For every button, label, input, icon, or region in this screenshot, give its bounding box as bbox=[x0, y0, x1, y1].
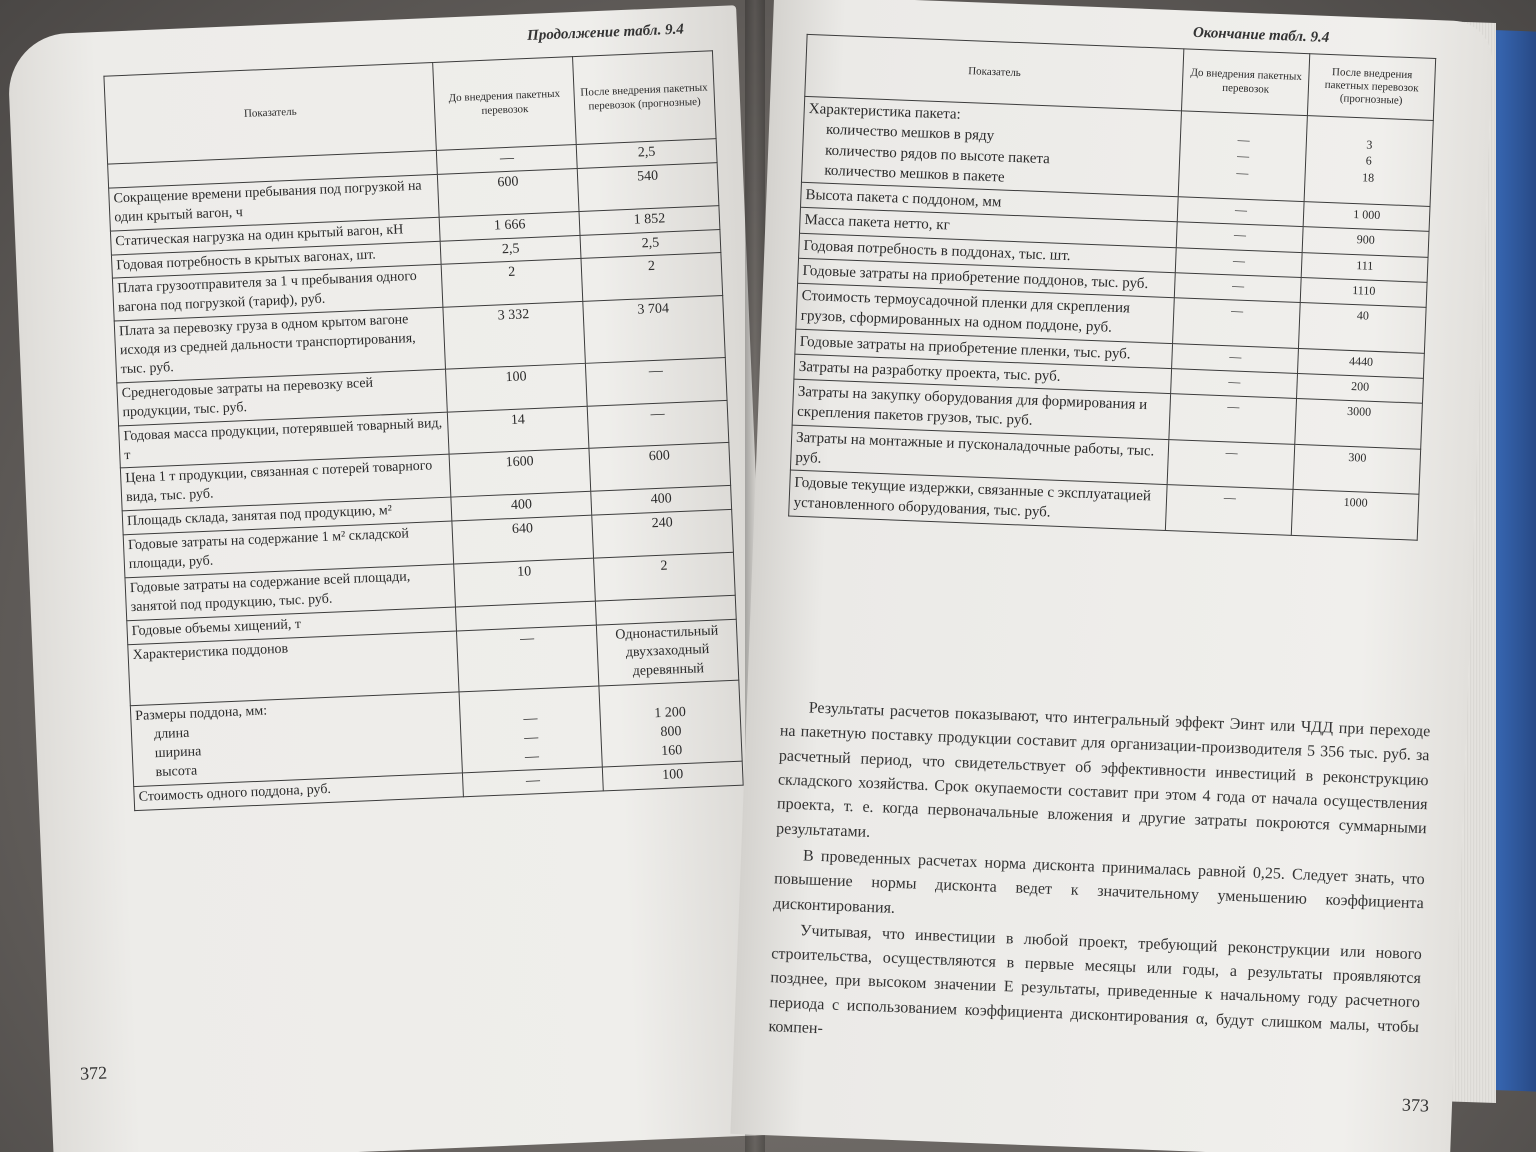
header-before: До внедрения пакетных перевозок bbox=[1182, 49, 1310, 116]
group-item-after: 1 200 bbox=[654, 705, 687, 722]
row-label: Сокращение времени пребывания под погрузкой на один крытый вагон, ч bbox=[109, 174, 440, 231]
row-before-value: — bbox=[1169, 394, 1296, 444]
group-after-values bbox=[1304, 116, 1433, 207]
group-labels bbox=[130, 692, 462, 786]
row-before-value: — bbox=[1168, 439, 1295, 489]
row-after-value: 600 bbox=[589, 443, 731, 492]
row-after-value: 2 bbox=[594, 552, 736, 601]
group-item-after: 800 bbox=[660, 724, 682, 741]
group-item-before: — bbox=[523, 730, 539, 746]
group-title: Характеристика пакета: bbox=[808, 101, 961, 123]
paragraph: В проведенных расчетах норма дисконта принималась равной 0,25. Следует знать, что повышение нормы дисконта ведет к значительному уменьшению коэффициента дисконтирования. bbox=[772, 847, 1425, 917]
row-before-value: 3 332 bbox=[443, 302, 585, 369]
header-indicator: Показатель bbox=[104, 62, 437, 164]
row-label: Годовая потребность в поддонах, тыс. шт. bbox=[799, 233, 1177, 273]
row-before-value: 1 666 bbox=[439, 211, 580, 241]
header-indicator: Показатель bbox=[805, 34, 1184, 110]
row-label: Годовые затраты на приобретение поддонов, тыс. руб. bbox=[798, 258, 1176, 298]
left-caption: Продолжение табл. 9.4 bbox=[526, 21, 685, 44]
group-item-label: количество рядов по высоте пакета bbox=[824, 142, 1051, 167]
row-label: Среднегодовые затраты на перевозку всей продукции, тыс. руб. bbox=[117, 369, 448, 426]
left-table bbox=[103, 50, 743, 811]
row-after-value: 2,5 bbox=[580, 229, 721, 259]
row-before-value: 2,5 bbox=[440, 235, 581, 265]
group-item-label: количество мешков в ряду bbox=[825, 121, 995, 145]
row-label: Годовые затраты на содержание всей площади, занятой под продукцию, тыс. руб. bbox=[125, 564, 456, 621]
row-label: Масса пакета нетто, кг bbox=[800, 208, 1178, 248]
header-after: После внедрения пакетных перевозок (прогнозные) bbox=[573, 51, 716, 145]
row-label: Стоимость одного поддона, руб. bbox=[134, 773, 464, 811]
row-label: Затраты на разработку проекта, тыс. руб. bbox=[794, 354, 1172, 394]
right-page bbox=[730, 0, 1493, 1152]
row-label: Годовые объемы хищений, т bbox=[127, 607, 457, 645]
row-after-value: Однонастильный двухзаходный деревянный bbox=[596, 619, 738, 686]
header-after: После внедрения пакетных перевозок (прогнозные) bbox=[1308, 54, 1436, 121]
row-label: Плата за перевозку груза в одном крытом вагоне исходя из средней дальности транспортирования, тыс. руб. bbox=[114, 307, 446, 382]
row-label: Плата грузоотправителя за 1 ч пребывания одного вагона под погрузкой (тариф), руб. bbox=[112, 265, 443, 322]
row-after-value: — bbox=[585, 357, 727, 406]
row-after-value: 2 bbox=[581, 253, 723, 302]
row-before-value: — bbox=[1177, 222, 1304, 252]
row-before-value: 10 bbox=[454, 558, 595, 607]
row-before-value: 400 bbox=[451, 491, 592, 521]
row-before-value: — bbox=[1173, 298, 1300, 348]
row-before-value: — bbox=[1171, 368, 1298, 398]
row-label: Годовая масса продукции, потерявшей товарный вид, т bbox=[119, 412, 450, 469]
row-before-value: — bbox=[437, 145, 578, 175]
row-before-value: — bbox=[1172, 343, 1299, 373]
group-item-after: 6 bbox=[1365, 153, 1373, 169]
row-label: Статическая нагрузка на один крытый вагон, кН bbox=[110, 217, 440, 255]
group-item-label: длина bbox=[153, 725, 190, 743]
group-item-before: — bbox=[524, 749, 540, 765]
row-label: Затраты на монтажные и пусконаладочные работы, тыс. руб. bbox=[790, 425, 1169, 485]
row-after-value: 300 bbox=[1293, 444, 1420, 494]
row-after-value: 1 000 bbox=[1303, 202, 1430, 232]
right-page-number: 373 bbox=[1401, 1094, 1430, 1116]
row-after-value: 3000 bbox=[1295, 398, 1422, 448]
row-label: Характеристика поддонов bbox=[128, 631, 460, 706]
row-label: Высота пакета с поддоном, мм bbox=[800, 182, 1178, 222]
group-item-after: 18 bbox=[1361, 169, 1375, 185]
header-before: До внедрения пакетных перевозок bbox=[433, 57, 576, 151]
row-after-value: 1000 bbox=[1291, 489, 1418, 539]
group-labels bbox=[801, 96, 1181, 196]
row-label: Годовые затраты на приобретение пленки, тыс. руб. bbox=[795, 329, 1173, 369]
row-after-value: 4440 bbox=[1298, 348, 1425, 378]
group-item-label: ширина bbox=[154, 744, 202, 762]
row-before-value: — bbox=[1176, 247, 1303, 277]
row-after-value: 111 bbox=[1301, 252, 1428, 282]
row-label: Годовая потребность в крытых вагонах, шт. bbox=[111, 241, 441, 279]
row-before-value: 14 bbox=[448, 406, 589, 455]
row-before-value: — bbox=[1166, 485, 1293, 535]
group-item-before: — bbox=[523, 711, 538, 727]
row-after-value: 400 bbox=[591, 486, 732, 516]
row-before-value: 600 bbox=[438, 168, 579, 217]
group-title: Размеры поддона, мм: bbox=[134, 703, 268, 725]
row-after-value: 200 bbox=[1297, 373, 1424, 403]
row-label: Годовые затраты на содержание 1 м² складской площади, руб. bbox=[123, 521, 454, 578]
row-after-value: 240 bbox=[592, 509, 734, 558]
row-after-value: 1110 bbox=[1300, 277, 1427, 307]
group-item-after: 3 bbox=[1366, 137, 1373, 152]
left-page-number: 372 bbox=[79, 1062, 108, 1084]
group-item-after: 160 bbox=[660, 743, 683, 759]
row-before-value: — bbox=[463, 767, 604, 797]
row-label: Цена 1 т продукции, связанная с потерей товарного вида, тыс. руб. bbox=[120, 455, 451, 512]
group-after-values bbox=[599, 680, 742, 766]
row-before-value: 100 bbox=[446, 363, 587, 412]
left-page bbox=[7, 5, 784, 1152]
row-after-value: — bbox=[587, 400, 729, 449]
group-item-before: — bbox=[1236, 165, 1249, 180]
group-item-label: высота bbox=[155, 763, 198, 781]
group-item-before: — bbox=[1236, 148, 1250, 164]
row-before-value: — bbox=[1175, 272, 1302, 302]
row-after-value: 40 bbox=[1299, 303, 1426, 353]
row-before-value: — bbox=[457, 625, 599, 692]
row-before-value: — bbox=[1178, 197, 1305, 227]
group-before-values bbox=[459, 686, 602, 772]
right-body-text bbox=[768, 695, 1431, 1066]
row-after-value: 2,5 bbox=[576, 139, 717, 169]
row-label: Годовые текущие издержки, связанные с эксплуатацией установленного оборудования, тыс. руб. bbox=[789, 470, 1168, 530]
group-before-values bbox=[1179, 111, 1308, 202]
row-after-value: 1 852 bbox=[579, 205, 720, 235]
right-table bbox=[788, 34, 1436, 540]
row-after-value: 3 704 bbox=[583, 296, 725, 363]
row-before-value: 1600 bbox=[449, 449, 590, 498]
row-after-value: 540 bbox=[577, 163, 719, 212]
right-caption: Окончание табл. 9.4 bbox=[1192, 24, 1330, 46]
group-item-label: количество мешков в пакете bbox=[824, 162, 1005, 186]
row-label: Затраты на закупку оборудования для формирования и скрепления пакетов грузов, тыс. руб. bbox=[792, 379, 1171, 439]
row-label: Стоимость термоусадочной пленки для скрепления грузов, сформированных на одном поддоне, руб. bbox=[796, 283, 1175, 343]
row-after-value: 100 bbox=[602, 761, 743, 791]
row-after-value: 900 bbox=[1302, 227, 1429, 257]
group-item-before: — bbox=[1237, 132, 1250, 148]
row-before-value: 640 bbox=[452, 515, 593, 564]
paragraph: Учитывая, что инвестиции в любой проект, требующий реконструкции или нового строительства, осуществляются в первые месяцы или годы, а результаты проявляются позднее, при высоком значении E результаты, приведенные к начальному году расчетного периода с использованием коэффициента дисконтирования α, будут слишком малы, чтобы компен- bbox=[768, 922, 1423, 1038]
paragraph: Результаты расчетов показывают, что интегральный эффект Эинт или ЧДД при переходе на пакетную поставку продукции составит для организации-производителя 5 356 тыс. руб. за расчетный период, что свидетельствует об эффективности инвестиций в реконструкцию складского хозяйства. Срок окупаемости составит при этом 4 года от начала осуществления проекта, т. е. когда первоначальные вложения и другие затраты покроются суммарными результатами. bbox=[775, 699, 1431, 841]
row-before-value: 2 bbox=[441, 259, 582, 308]
row-label: Площадь склада, занятая под продукцию, м² bbox=[122, 497, 452, 535]
